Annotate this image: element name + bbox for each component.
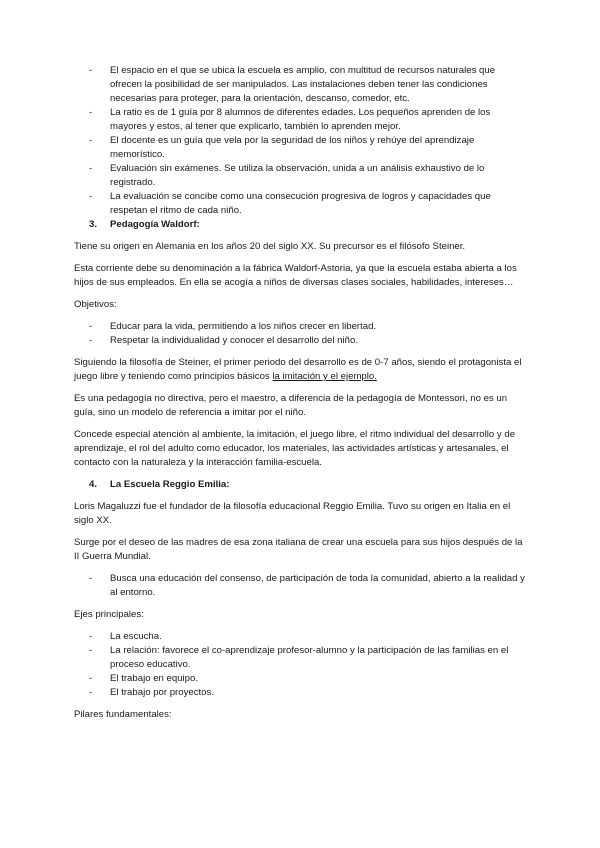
bullet-dash: - bbox=[89, 631, 93, 642]
list-item: - El docente es un guía que vela por la seguridad de los niños y rehúye del aprendizaje memorístico. bbox=[89, 135, 475, 160]
bullet-dash: - bbox=[89, 135, 93, 146]
bullet-dash: - bbox=[89, 65, 93, 76]
bullet-dash: - bbox=[89, 645, 93, 656]
section-heading-reggio: 4. La Escuela Reggio Emilia: bbox=[89, 479, 230, 490]
paragraph-origin: Tiene su origen en Alemania en los años 20 del siglo XX. Su precursor es el filósofo Steiner. bbox=[74, 241, 466, 252]
paragraph-steiner: Siguiendo la filosofía de Steiner, el primer periodo del desarrollo es de 0-7 años, siendo el protagonista el juego libre y teniendo como principios básicos la imitación y el ejemplo. bbox=[74, 357, 522, 382]
list-item: - Busca una educación del consenso, de participación de toda la comunidad, abierto a la realidad y al entorno. bbox=[89, 573, 525, 598]
bullet-dash: - bbox=[89, 191, 93, 202]
bullet-dash: - bbox=[89, 673, 93, 684]
bullet-dash: - bbox=[89, 335, 93, 346]
list-item: - Evaluación sin exámenes. Se utiliza la observación, unida a un análisis exhaustivo de lo registrado. bbox=[89, 163, 485, 188]
document-body bbox=[74, 64, 529, 722]
paragraph-loris: Loris Magaluzzi fue el fundador de la filosofía educacional Reggio Emilia. Tuvo su origen en Italia en el siglo XX. bbox=[74, 501, 511, 526]
paragraph-denomination: Esta corriente debe su denominación a la fábrica Waldorf-Astoria, ya que la escuela estaba abierta a los hijos de sus empleados. En ella se acogía a niños de diversas clases sociales, habilidades, intereses… bbox=[74, 263, 517, 288]
list-item: - La relación: favorece el co-aprendizaje profesor-alumno y la participación de las familias en el proceso educativo. bbox=[89, 645, 509, 670]
bullet-dash: - bbox=[89, 107, 93, 118]
list-item: - El espacio en el que se ubica la escuela es amplio, con multitud de recursos naturales que ofrecen la posibilidad de ser manipulados. Las instalaciones deben tener las condiciones necesarias para proteger, para la orientación, descanso, comedor, etc. bbox=[89, 65, 496, 104]
list-item: - El trabajo por proyectos. bbox=[89, 687, 214, 698]
bullet-list-top bbox=[74, 64, 529, 218]
list-item: - El trabajo en equipo. bbox=[89, 673, 199, 684]
bullet-dash: - bbox=[89, 321, 93, 332]
underlined-text: la imitación y el ejemplo. bbox=[272, 371, 377, 382]
bullet-dash: - bbox=[89, 573, 93, 584]
paragraph-attention: Concede especial atención al ambiente, la imitación, el juego libre, el ritmo individual del desarrollo y de aprendizaje, el rol del adulto como educador, los materiales, las actividades artísticas y artesanales, el contacto con la naturaleza y la interacción familia-escuela. bbox=[74, 429, 516, 468]
list-item: - Respetar la individualidad y conocer el desarrollo del niño. bbox=[89, 335, 358, 346]
paragraph-surge: Surge por el deseo de las madres de esa zona italiana de crear una escuela para sus hijos después de la II Guerra Mundial. bbox=[74, 537, 523, 562]
list-item: - Educar para la vida, permitiendo a los niños crecer en libertad. bbox=[89, 321, 377, 332]
list-item: - La evaluación se concibe como una consecución progresiva de logros y capacidades que respetan el ritmo de cada niño. bbox=[89, 191, 491, 216]
ejes-label: Ejes principales: bbox=[74, 609, 144, 620]
paragraph-non-directive: Es una pedagogía no directiva, pero el maestro, a diferencia de la pedagogía de Montessori, no es un guía, sino un modelo de referencia a imitar por el niño. bbox=[74, 393, 508, 418]
pilares-label: Pilares fundamentales: bbox=[74, 709, 172, 720]
bullet-list-ejes bbox=[74, 630, 529, 700]
bullet-dash: - bbox=[89, 687, 93, 698]
objetivos-label: Objetivos: bbox=[74, 299, 117, 310]
section-heading-waldorf: 3. Pedagogía Waldorf: bbox=[89, 219, 200, 230]
list-item: - La escucha. bbox=[89, 631, 162, 642]
list-item: - La ratio es de 1 guía por 8 alumnos de diferentes edades. Los pequeños aprenden de los mayores y estos, al tener que explicarlo, también lo aprenden mejor. bbox=[89, 107, 491, 132]
bullet-list-objetivos bbox=[74, 320, 529, 348]
bullet-dash: - bbox=[89, 163, 93, 174]
